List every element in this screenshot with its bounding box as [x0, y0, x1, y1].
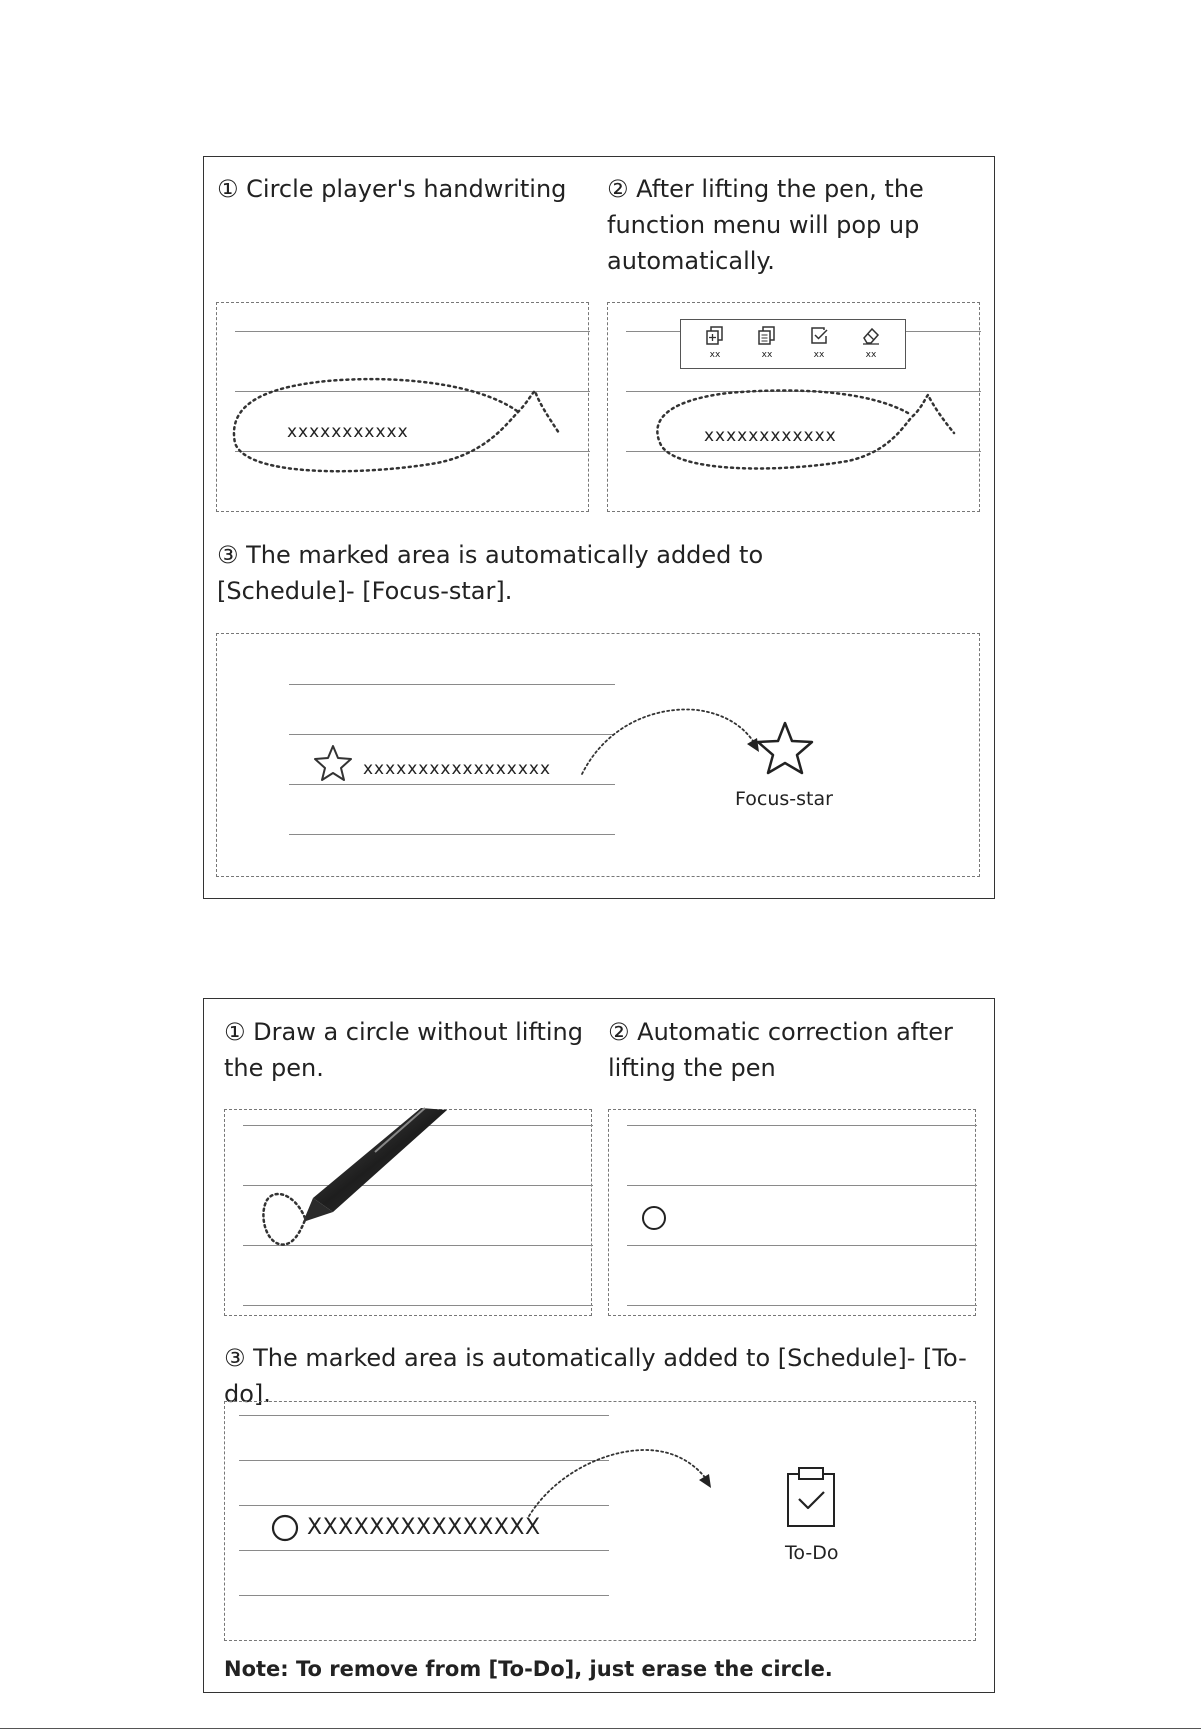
handwriting-text: xxxxxxxxxxxx [704, 426, 837, 446]
handwriting-text: xxxxxxxxxxxxxxxxx [363, 759, 552, 779]
ruled-line [289, 784, 615, 785]
dotted-arrow [525, 1446, 745, 1526]
ruled-line [289, 734, 615, 735]
to-do-result-box [224, 1401, 976, 1641]
circle-mark-icon [639, 1203, 669, 1233]
handwriting-text: xxxxxxxxxxx [287, 422, 409, 442]
focus-star-icon [755, 720, 815, 776]
step-2-text: ② After lifting the pen, the function menu will pop up automatically. [607, 175, 924, 275]
draw-circle-box [224, 1109, 592, 1316]
dotted-lasso [608, 303, 981, 513]
ruled-line [239, 1415, 609, 1416]
ruled-line [239, 1550, 609, 1551]
menu-item-label: xx [865, 350, 877, 360]
ruled-line [627, 1305, 977, 1306]
star-outline-icon [313, 744, 353, 782]
dotted-lasso [217, 303, 590, 513]
handwriting-text: XXXXXXXXXXXXXXX [307, 1515, 541, 1540]
page-bottom-rule [0, 1728, 1201, 1729]
clipboard-check-icon [785, 1466, 837, 1528]
to-do-panel [203, 998, 995, 1693]
focus-star-label: Focus-star [735, 788, 833, 810]
dotted-arrow [577, 704, 777, 784]
ruled-line [289, 684, 615, 685]
ruled-line [289, 834, 615, 835]
menu-item-label: xx [761, 350, 773, 360]
focus-star-panel [203, 156, 995, 899]
note-text: Note: To remove from [To-Do], just erase the circle. [224, 1657, 833, 1681]
step-1-text: ① Circle player's handwriting [217, 175, 567, 203]
focus-star-result-box [216, 633, 980, 877]
stylus-pen-icon [225, 1110, 593, 1317]
ruled-line [627, 1125, 977, 1126]
menu-item-label: xx [709, 350, 721, 360]
menu-item-label: xx [813, 350, 825, 360]
popup-menu-box [607, 302, 980, 512]
ruled-line [627, 1245, 977, 1246]
step-3-text: ③ The marked area is automatically added to [Schedule]- [Focus-star]. [217, 541, 764, 605]
circle-mark-icon [269, 1512, 301, 1544]
circle-handwriting-box [216, 302, 589, 512]
ruled-line [239, 1595, 609, 1596]
step-1-text: ① Draw a circle without lifting the pen. [224, 1018, 583, 1082]
step-2-text: ② Automatic correction after lifting the pen [608, 1018, 953, 1082]
step-3-text: ③ The marked area is automatically added to [Schedule]- [To-do]. [224, 1344, 967, 1408]
corrected-circle-box [608, 1109, 976, 1316]
ruled-line [627, 1185, 977, 1186]
to-do-label: To-Do [785, 1542, 839, 1564]
